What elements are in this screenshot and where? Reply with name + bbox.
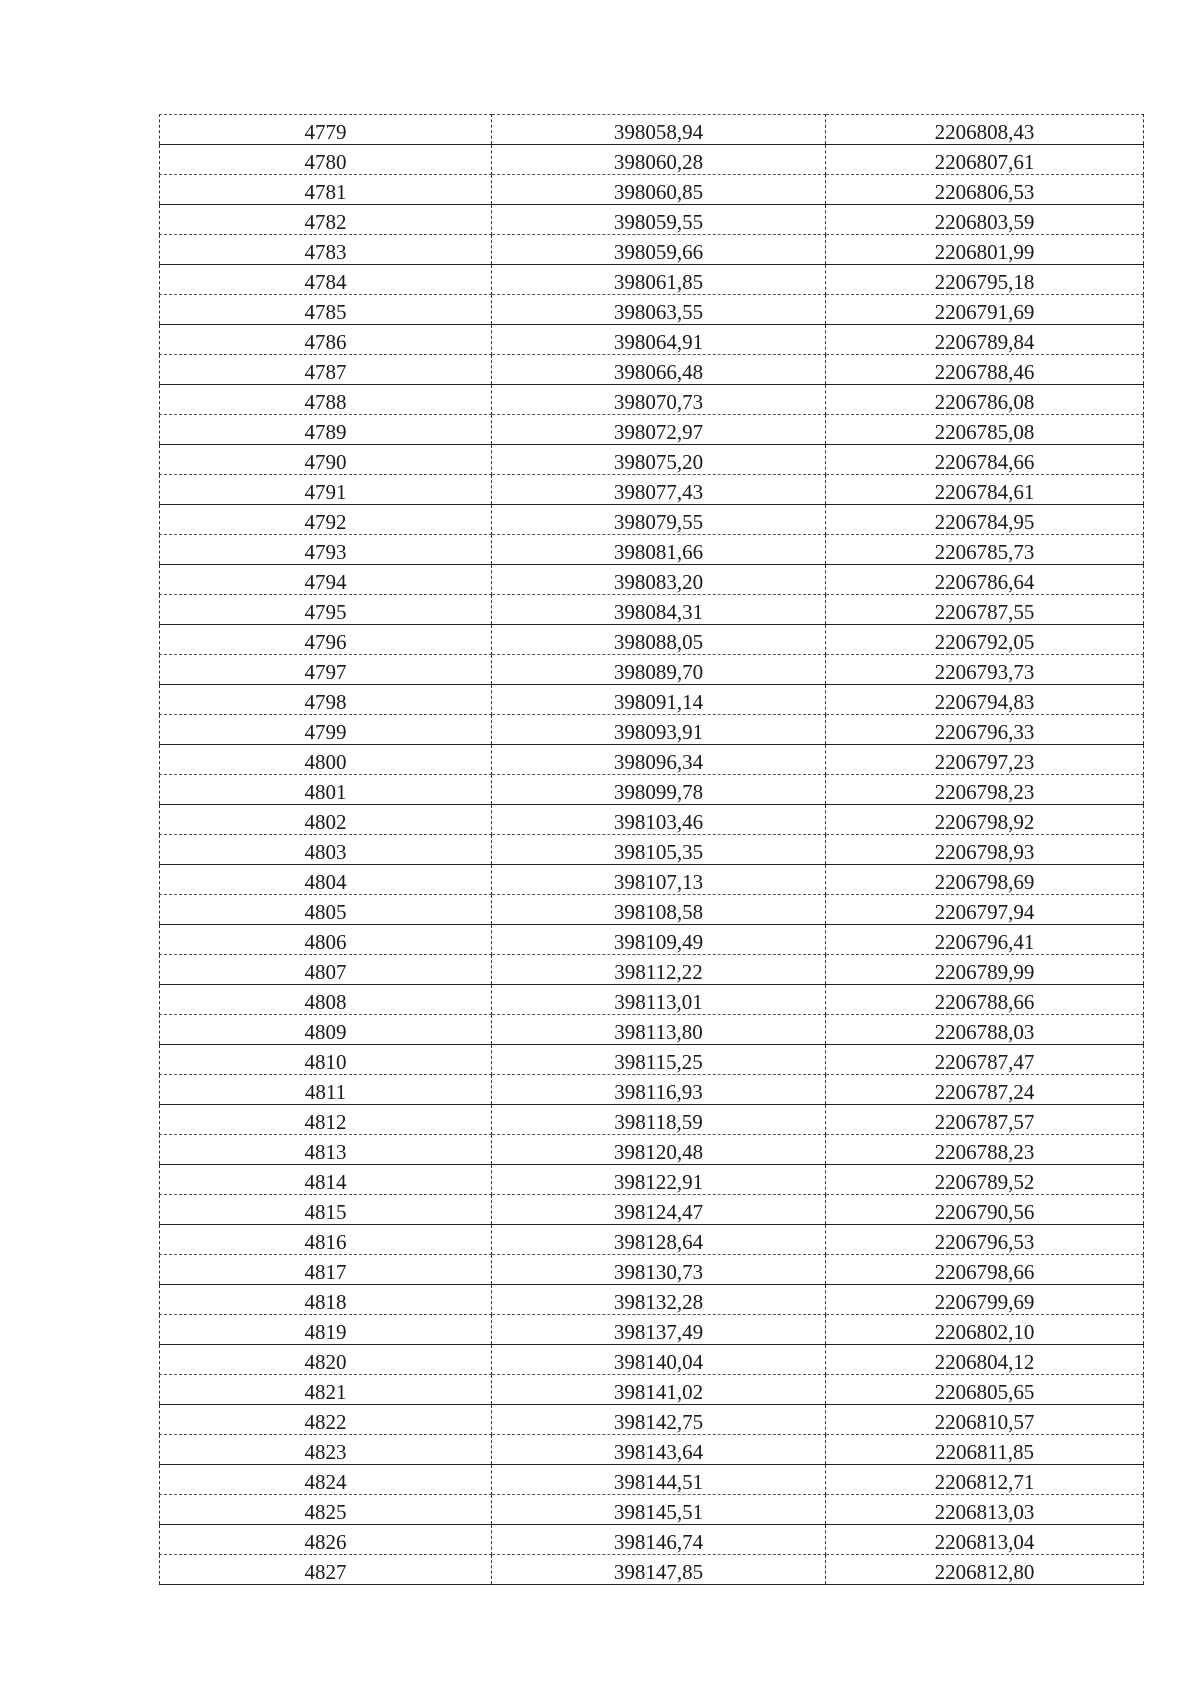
point-number-cell: 4806 bbox=[160, 925, 492, 955]
table-row bbox=[160, 1555, 1144, 1585]
x-coordinate-cell: 398144,51 bbox=[492, 1465, 826, 1495]
point-number-cell: 4801 bbox=[160, 775, 492, 805]
point-number-cell: 4827 bbox=[160, 1555, 492, 1585]
point-number-cell: 4791 bbox=[160, 475, 492, 505]
x-coordinate-cell: 398089,70 bbox=[492, 655, 826, 685]
y-coordinate-cell: 2206787,55 bbox=[826, 595, 1144, 625]
point-number-cell: 4785 bbox=[160, 295, 492, 325]
y-coordinate-cell: 2206794,83 bbox=[826, 685, 1144, 715]
x-coordinate-cell: 398120,48 bbox=[492, 1135, 826, 1165]
x-coordinate-cell: 398122,91 bbox=[492, 1165, 826, 1195]
y-coordinate-cell: 2206801,99 bbox=[826, 235, 1144, 265]
x-coordinate-cell: 398108,58 bbox=[492, 895, 826, 925]
table-row bbox=[160, 1315, 1144, 1345]
point-number-cell: 4786 bbox=[160, 325, 492, 355]
x-coordinate-cell: 398059,55 bbox=[492, 205, 826, 235]
point-number-cell: 4818 bbox=[160, 1285, 492, 1315]
table-row bbox=[160, 1015, 1144, 1045]
y-coordinate-cell: 2206785,73 bbox=[826, 535, 1144, 565]
x-coordinate-cell: 398116,93 bbox=[492, 1075, 826, 1105]
y-coordinate-cell: 2206798,69 bbox=[826, 865, 1144, 895]
x-coordinate-cell: 398075,20 bbox=[492, 445, 826, 475]
x-coordinate-cell: 398072,97 bbox=[492, 415, 826, 445]
point-number-cell: 4781 bbox=[160, 175, 492, 205]
coordinates-table-body bbox=[160, 115, 1144, 1585]
y-coordinate-cell: 2206812,71 bbox=[826, 1465, 1144, 1495]
y-coordinate-cell: 2206796,53 bbox=[826, 1225, 1144, 1255]
y-coordinate-cell: 2206788,66 bbox=[826, 985, 1144, 1015]
point-number-cell: 4788 bbox=[160, 385, 492, 415]
y-coordinate-cell: 2206786,08 bbox=[826, 385, 1144, 415]
y-coordinate-cell: 2206806,53 bbox=[826, 175, 1144, 205]
y-coordinate-cell: 2206785,08 bbox=[826, 415, 1144, 445]
point-number-cell: 4809 bbox=[160, 1015, 492, 1045]
table-row bbox=[160, 115, 1144, 145]
x-coordinate-cell: 398146,74 bbox=[492, 1525, 826, 1555]
y-coordinate-cell: 2206798,93 bbox=[826, 835, 1144, 865]
y-coordinate-cell: 2206798,66 bbox=[826, 1255, 1144, 1285]
x-coordinate-cell: 398142,75 bbox=[492, 1405, 826, 1435]
x-coordinate-cell: 398132,28 bbox=[492, 1285, 826, 1315]
point-number-cell: 4796 bbox=[160, 625, 492, 655]
point-number-cell: 4805 bbox=[160, 895, 492, 925]
y-coordinate-cell: 2206797,23 bbox=[826, 745, 1144, 775]
y-coordinate-cell: 2206799,69 bbox=[826, 1285, 1144, 1315]
table-row bbox=[160, 1225, 1144, 1255]
table-row bbox=[160, 775, 1144, 805]
x-coordinate-cell: 398064,91 bbox=[492, 325, 826, 355]
table-row bbox=[160, 685, 1144, 715]
y-coordinate-cell: 2206788,46 bbox=[826, 355, 1144, 385]
table-row bbox=[160, 535, 1144, 565]
point-number-cell: 4800 bbox=[160, 745, 492, 775]
point-number-cell: 4808 bbox=[160, 985, 492, 1015]
point-number-cell: 4779 bbox=[160, 115, 492, 145]
point-number-cell: 4810 bbox=[160, 1045, 492, 1075]
point-number-cell: 4825 bbox=[160, 1495, 492, 1525]
point-number-cell: 4804 bbox=[160, 865, 492, 895]
point-number-cell: 4789 bbox=[160, 415, 492, 445]
x-coordinate-cell: 398124,47 bbox=[492, 1195, 826, 1225]
y-coordinate-cell: 2206788,03 bbox=[826, 1015, 1144, 1045]
x-coordinate-cell: 398060,28 bbox=[492, 145, 826, 175]
point-number-cell: 4782 bbox=[160, 205, 492, 235]
point-number-cell: 4780 bbox=[160, 145, 492, 175]
table-row bbox=[160, 925, 1144, 955]
table-row bbox=[160, 715, 1144, 745]
y-coordinate-cell: 2206784,95 bbox=[826, 505, 1144, 535]
table-row bbox=[160, 1045, 1144, 1075]
y-coordinate-cell: 2206789,99 bbox=[826, 955, 1144, 985]
table-row bbox=[160, 1135, 1144, 1165]
point-number-cell: 4816 bbox=[160, 1225, 492, 1255]
table-row bbox=[160, 595, 1144, 625]
point-number-cell: 4824 bbox=[160, 1465, 492, 1495]
table-row bbox=[160, 1525, 1144, 1555]
x-coordinate-cell: 398105,35 bbox=[492, 835, 826, 865]
y-coordinate-cell: 2206808,43 bbox=[826, 115, 1144, 145]
point-number-cell: 4823 bbox=[160, 1435, 492, 1465]
x-coordinate-cell: 398058,94 bbox=[492, 115, 826, 145]
table-row bbox=[160, 235, 1144, 265]
x-coordinate-cell: 398093,91 bbox=[492, 715, 826, 745]
point-number-cell: 4822 bbox=[160, 1405, 492, 1435]
y-coordinate-cell: 2206787,47 bbox=[826, 1045, 1144, 1075]
point-number-cell: 4799 bbox=[160, 715, 492, 745]
x-coordinate-cell: 398130,73 bbox=[492, 1255, 826, 1285]
y-coordinate-cell: 2206789,84 bbox=[826, 325, 1144, 355]
x-coordinate-cell: 398145,51 bbox=[492, 1495, 826, 1525]
y-coordinate-cell: 2206795,18 bbox=[826, 265, 1144, 295]
x-coordinate-cell: 398063,55 bbox=[492, 295, 826, 325]
x-coordinate-cell: 398077,43 bbox=[492, 475, 826, 505]
x-coordinate-cell: 398091,14 bbox=[492, 685, 826, 715]
x-coordinate-cell: 398059,66 bbox=[492, 235, 826, 265]
table-row bbox=[160, 1495, 1144, 1525]
y-coordinate-cell: 2206796,33 bbox=[826, 715, 1144, 745]
point-number-cell: 4797 bbox=[160, 655, 492, 685]
y-coordinate-cell: 2206804,12 bbox=[826, 1345, 1144, 1375]
point-number-cell: 4820 bbox=[160, 1345, 492, 1375]
coordinates-table bbox=[159, 114, 1144, 1585]
point-number-cell: 4802 bbox=[160, 805, 492, 835]
table-row bbox=[160, 835, 1144, 865]
table-row bbox=[160, 565, 1144, 595]
x-coordinate-cell: 398084,31 bbox=[492, 595, 826, 625]
x-coordinate-cell: 398060,85 bbox=[492, 175, 826, 205]
point-number-cell: 4807 bbox=[160, 955, 492, 985]
point-number-cell: 4817 bbox=[160, 1255, 492, 1285]
x-coordinate-cell: 398083,20 bbox=[492, 565, 826, 595]
table-row bbox=[160, 445, 1144, 475]
point-number-cell: 4826 bbox=[160, 1525, 492, 1555]
point-number-cell: 4803 bbox=[160, 835, 492, 865]
x-coordinate-cell: 398081,66 bbox=[492, 535, 826, 565]
y-coordinate-cell: 2206807,61 bbox=[826, 145, 1144, 175]
table-row bbox=[160, 325, 1144, 355]
y-coordinate-cell: 2206810,57 bbox=[826, 1405, 1144, 1435]
table-row bbox=[160, 145, 1144, 175]
table-row bbox=[160, 1465, 1144, 1495]
y-coordinate-cell: 2206787,24 bbox=[826, 1075, 1144, 1105]
table-row bbox=[160, 625, 1144, 655]
y-coordinate-cell: 2206797,94 bbox=[826, 895, 1144, 925]
x-coordinate-cell: 398113,01 bbox=[492, 985, 826, 1015]
x-coordinate-cell: 398107,13 bbox=[492, 865, 826, 895]
point-number-cell: 4792 bbox=[160, 505, 492, 535]
y-coordinate-cell: 2206798,23 bbox=[826, 775, 1144, 805]
table-row bbox=[160, 1405, 1144, 1435]
table-row bbox=[160, 955, 1144, 985]
x-coordinate-cell: 398141,02 bbox=[492, 1375, 826, 1405]
y-coordinate-cell: 2206790,56 bbox=[826, 1195, 1144, 1225]
point-number-cell: 4814 bbox=[160, 1165, 492, 1195]
y-coordinate-cell: 2206787,57 bbox=[826, 1105, 1144, 1135]
y-coordinate-cell: 2206813,04 bbox=[826, 1525, 1144, 1555]
table-row bbox=[160, 865, 1144, 895]
x-coordinate-cell: 398099,78 bbox=[492, 775, 826, 805]
y-coordinate-cell: 2206792,05 bbox=[826, 625, 1144, 655]
table-row bbox=[160, 655, 1144, 685]
y-coordinate-cell: 2206789,52 bbox=[826, 1165, 1144, 1195]
point-number-cell: 4812 bbox=[160, 1105, 492, 1135]
table-row bbox=[160, 1105, 1144, 1135]
x-coordinate-cell: 398112,22 bbox=[492, 955, 826, 985]
table-row bbox=[160, 355, 1144, 385]
table-row bbox=[160, 295, 1144, 325]
y-coordinate-cell: 2206798,92 bbox=[826, 805, 1144, 835]
point-number-cell: 4783 bbox=[160, 235, 492, 265]
point-number-cell: 4795 bbox=[160, 595, 492, 625]
table-row bbox=[160, 985, 1144, 1015]
y-coordinate-cell: 2206788,23 bbox=[826, 1135, 1144, 1165]
point-number-cell: 4793 bbox=[160, 535, 492, 565]
x-coordinate-cell: 398109,49 bbox=[492, 925, 826, 955]
point-number-cell: 4815 bbox=[160, 1195, 492, 1225]
y-coordinate-cell: 2206793,73 bbox=[826, 655, 1144, 685]
y-coordinate-cell: 2206813,03 bbox=[826, 1495, 1144, 1525]
table-row bbox=[160, 265, 1144, 295]
table-row bbox=[160, 385, 1144, 415]
point-number-cell: 4813 bbox=[160, 1135, 492, 1165]
table-row bbox=[160, 1345, 1144, 1375]
y-coordinate-cell: 2206784,66 bbox=[826, 445, 1144, 475]
table-row bbox=[160, 175, 1144, 205]
y-coordinate-cell: 2206805,65 bbox=[826, 1375, 1144, 1405]
x-coordinate-cell: 398070,73 bbox=[492, 385, 826, 415]
x-coordinate-cell: 398113,80 bbox=[492, 1015, 826, 1045]
table-row bbox=[160, 895, 1144, 925]
table-row bbox=[160, 1255, 1144, 1285]
y-coordinate-cell: 2206802,10 bbox=[826, 1315, 1144, 1345]
y-coordinate-cell: 2206803,59 bbox=[826, 205, 1144, 235]
point-number-cell: 4811 bbox=[160, 1075, 492, 1105]
x-coordinate-cell: 398088,05 bbox=[492, 625, 826, 655]
point-number-cell: 4784 bbox=[160, 265, 492, 295]
x-coordinate-cell: 398066,48 bbox=[492, 355, 826, 385]
x-coordinate-cell: 398061,85 bbox=[492, 265, 826, 295]
table-row bbox=[160, 415, 1144, 445]
table-row bbox=[160, 1165, 1144, 1195]
y-coordinate-cell: 2206791,69 bbox=[826, 295, 1144, 325]
x-coordinate-cell: 398128,64 bbox=[492, 1225, 826, 1255]
y-coordinate-cell: 2206796,41 bbox=[826, 925, 1144, 955]
x-coordinate-cell: 398137,49 bbox=[492, 1315, 826, 1345]
point-number-cell: 4790 bbox=[160, 445, 492, 475]
x-coordinate-cell: 398115,25 bbox=[492, 1045, 826, 1075]
table-row bbox=[160, 1195, 1144, 1225]
x-coordinate-cell: 398140,04 bbox=[492, 1345, 826, 1375]
table-row bbox=[160, 505, 1144, 535]
point-number-cell: 4798 bbox=[160, 685, 492, 715]
point-number-cell: 4821 bbox=[160, 1375, 492, 1405]
table-row bbox=[160, 1285, 1144, 1315]
table-row bbox=[160, 745, 1144, 775]
point-number-cell: 4819 bbox=[160, 1315, 492, 1345]
table-row bbox=[160, 205, 1144, 235]
point-number-cell: 4794 bbox=[160, 565, 492, 595]
x-coordinate-cell: 398118,59 bbox=[492, 1105, 826, 1135]
table-row bbox=[160, 1435, 1144, 1465]
y-coordinate-cell: 2206786,64 bbox=[826, 565, 1144, 595]
y-coordinate-cell: 2206812,80 bbox=[826, 1555, 1144, 1585]
point-number-cell: 4787 bbox=[160, 355, 492, 385]
x-coordinate-cell: 398147,85 bbox=[492, 1555, 826, 1585]
x-coordinate-cell: 398103,46 bbox=[492, 805, 826, 835]
x-coordinate-cell: 398096,34 bbox=[492, 745, 826, 775]
table-row bbox=[160, 1075, 1144, 1105]
table-row bbox=[160, 805, 1144, 835]
y-coordinate-cell: 2206811,85 bbox=[826, 1435, 1144, 1465]
x-coordinate-cell: 398079,55 bbox=[492, 505, 826, 535]
x-coordinate-cell: 398143,64 bbox=[492, 1435, 826, 1465]
table-row bbox=[160, 1375, 1144, 1405]
y-coordinate-cell: 2206784,61 bbox=[826, 475, 1144, 505]
table-row bbox=[160, 475, 1144, 505]
